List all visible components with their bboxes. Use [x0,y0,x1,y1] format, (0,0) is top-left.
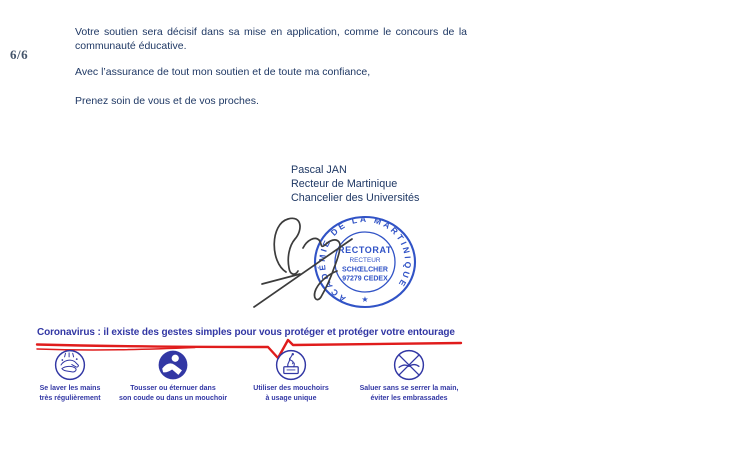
gesture-label: son coude ou dans un mouchoir [118,394,228,402]
stamp-line: RECTEUR [349,257,381,264]
paragraph [75,95,467,109]
no-handshake-icon [391,347,427,383]
signatory-title: Recteur de Martinique [291,178,398,190]
gesture-label: Se laver les mains [39,385,101,392]
stamp-ring-text: ACADÉMIE DE LA MARTINIQUE [316,213,414,305]
wash-hands-icon [52,347,88,383]
stamp-line: 97279 CEDEX [342,275,388,283]
page-number: 6/6 [10,47,29,62]
gesture-label: très régulièrement [39,394,101,402]
paragraph [75,66,467,80]
stamp-line: RECTORAT [338,245,392,255]
signatory-title: Chancelier des Universités [291,192,420,204]
gesture-label: Utiliser des mouchoirs [253,385,329,392]
gesture-label: à usage unique [265,394,317,402]
gesture-item-no-handshake [338,347,480,403]
gesture-label: Saluer sans se serrer la main, [359,385,459,392]
paragraph-line: Votre soutien sera décisif dans sa mise en application, comme le concours de la [75,26,467,38]
handwritten-signature-icon [246,210,369,318]
stamp-line: SCHŒLCHER [342,266,388,274]
stamp-star-icon: ★ [361,295,369,304]
single-use-tissue-icon [273,347,309,383]
paragraph [75,26,467,53]
signature-block [291,163,419,205]
signatory-name: Pascal JAN [291,164,347,176]
cough-elbow-icon [155,347,191,383]
gesture-label: Tousser ou éternuer dans [130,385,216,392]
paragraph-line: Prenez soin de vous et de vos proches. [75,95,259,107]
paragraph-line: Avec l’assurance de tout mon soutien et de toute ma confiance, [75,66,371,78]
footer-heading: Coronavirus : il existe des gestes simples pour vous protéger et protéger votre entourage [37,327,455,338]
gesture-label: éviter les embrassades [370,394,448,402]
paragraph-line: communauté éducative. [75,39,187,52]
